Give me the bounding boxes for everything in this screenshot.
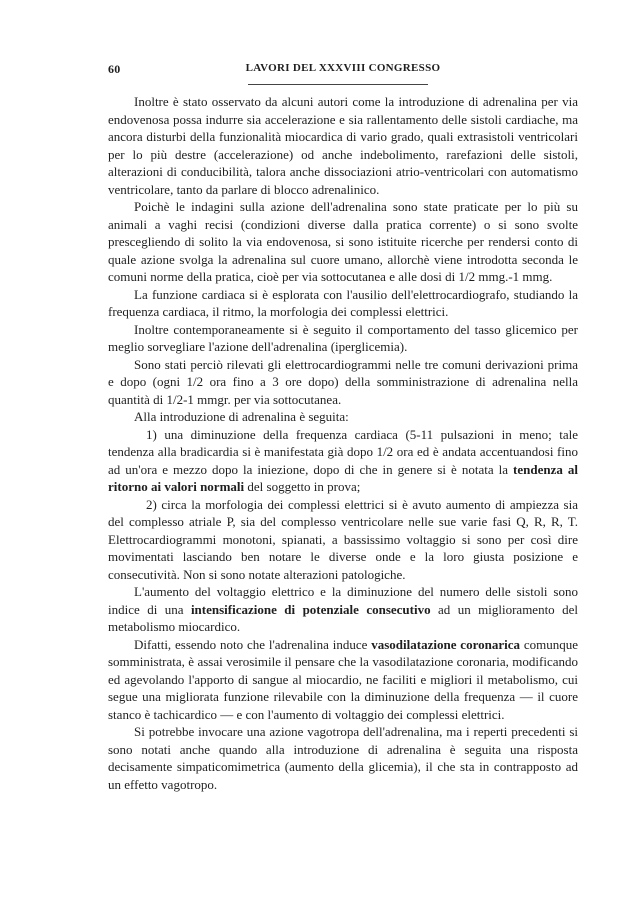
paragraph-text-end: comunque somministrata, è assai verosimile il pensare che la vasodilatazione coronaria, modificando ed agevolando l'apporto di sangue al miocardio, ne faciliti e migliori il metabolismo, cui segue una migliorata funzione rilevabile con la diminuzione della frequenza — il cuore stanco è tachicardico — e con l'aumento di voltaggio dei complessi elettrici. <box>108 636 578 722</box>
page-header <box>108 62 578 80</box>
paragraph-text: L'aumento del voltaggio elettrico e la diminuzione del numero delle sistoli sono indice di una <box>108 584 578 617</box>
page-number: 60 <box>108 62 121 76</box>
paragraph <box>108 583 578 636</box>
paragraph: Inoltre è stato osservato da alcuni autori come la introduzione di adrenalina per via endovenosa possa indurre sia accelerazione e sia rallentamento delle sistoli cardiache, ma ancora disturbi della funzionalità miocardica di vario grado, quali extrasistoli ventricolari per lo più destre (accelerazione) od anche indebolimento, rarefazioni delle sistoli, alterazioni di conducibilità, talora anche dissociazioni atrio-ventricolari con automatismo ventricolare, tanto da parlare di blocco adrenalinico. <box>108 94 578 197</box>
paragraph: Sono stati perciò rilevati gli elettrocardiogrammi nelle tre comuni derivazioni prima e dopo (ogni 1/2 ora fino a 3 ore dopo) della somministrazione di adrenalina nella quantità di 1/2-1 mmgr. per via sottocutanea. <box>108 356 578 407</box>
list-item <box>108 426 578 496</box>
running-title: LAVORI DEL XXXVIII CONGRESSO <box>245 62 441 74</box>
list-item-emphasis: tendenza al ritorno ai valori normali <box>108 461 578 494</box>
paragraph-text: Si potrebbe invocare una azione vagotropa dell'adrenalina, ma i reperti precedenti si sono notati anche quando alla introduzione di adrenalina è seguita una risposta decisamente simpaticomimetrica (aumento della glicemia), il che sta in contrapposto ad un effetto vagotropo. <box>108 724 578 792</box>
paragraph-emphasis: vasodilatazione coronarica <box>371 636 520 652</box>
paragraph: Poichè le indagini sulla azione dell'adrenalina sono state praticate per lo più su animali a vaghi recisi (condizioni diverse dalla pratica corrente) o si sono svolte prescegliendo di solito la via endovenosa, si sono istituite ricerche per rendersi conto di quale azione svolga la adrenalina sul cuore umano, allorchè viene introdotta seconda le comuni norme della pratica, cioè per via sottocutanea e alle dosi di 1/2 mmg.-1 mmg. <box>108 199 578 284</box>
list-item-text: 2) circa la morfologia dei complessi elettrici si è avuto aumento di ampiezza sia del complesso atriale P, sia del complesso ventricolare nelle sue varie fasi Q, R, R, T. Elettrocardiogrammi monotoni, spianati, a bassissimo voltaggio si sono per così dire movimentati lasciando ben notare le diverse onde e la loro giusta posizione e consecutività. Non si sono notate alterazioni patologiche. <box>108 496 578 582</box>
paragraph: Inoltre contemporaneamente si è seguito il comportamento del tasso glicemico per meglio sorvegliare l'azione dell'adrenalina (iperglicemia). <box>108 321 578 354</box>
list-item-text: 1) una diminuzione della frequenza cardiaca (5-11 pulsazioni in meno; tale tendenza alla bradicardia si è manifestata già dopo 1/2 ora ed è andata accentuandosi fino ad un'ora e mezzo dopo la iniezione, dopo di che in genere si è notata la <box>108 426 578 477</box>
paragraph: La funzione cardiaca si è esplorata con l'ausilio dell'elettrocardiografo, studiando la frequenza cardiaca, il ritmo, la morfologia dei complessi elettrici. <box>108 286 578 319</box>
list-item-text-end: del soggetto in prova; <box>244 479 361 494</box>
list-item <box>108 496 578 584</box>
paragraph-emphasis: intensificazione di potenziale consecutivo <box>190 601 431 617</box>
paragraph <box>108 636 578 724</box>
paragraph-text-end: ad un miglioramento del metabolismo miocardico. <box>108 601 578 634</box>
paragraph <box>108 723 578 793</box>
body-text <box>108 93 578 793</box>
header-rule <box>248 84 428 85</box>
paragraph: Alla introduzione di adrenalina è seguita: <box>134 409 349 424</box>
paragraph-text: Difatti, essendo noto che l'adrenalina induce <box>134 636 372 652</box>
